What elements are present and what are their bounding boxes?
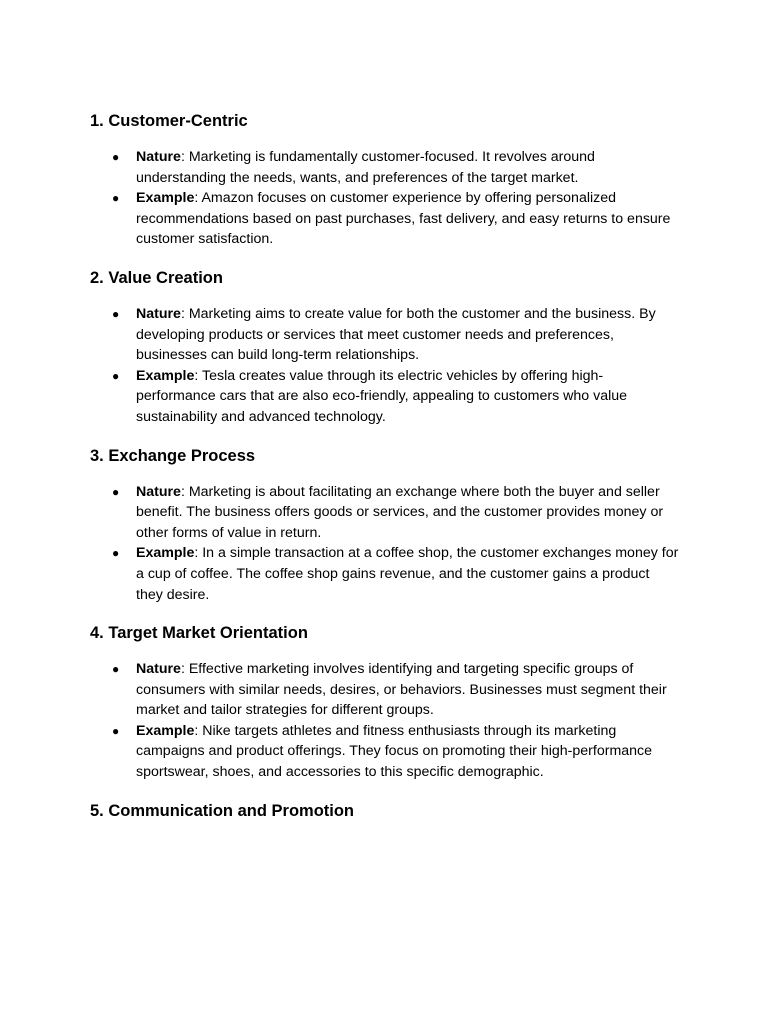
section-heading: 4. Target Market Orientation <box>90 624 308 643</box>
section-heading: 2. Value Creation <box>90 268 223 287</box>
item-text: : Marketing is fundamentally customer-focused. It revolves around understanding the needs, wants, and preferences of the target market. <box>136 149 595 186</box>
bullet-list <box>90 482 680 606</box>
section-heading: 5. Communication and Promotion <box>90 801 355 820</box>
item-text: : Marketing is about facilitating an exchange where both the buyer and seller benefit. The business offers goods or services, and the customer provides money or other forms of value in return. <box>136 483 664 541</box>
item-term: Nature <box>136 661 181 678</box>
bullet-list <box>90 304 680 428</box>
section-heading: 1. Customer-Centric <box>90 112 248 130</box>
item-term: Nature <box>136 305 181 322</box>
section-value-creation <box>90 267 680 428</box>
bullet-icon: ● <box>112 191 120 206</box>
item-text: : In a simple transaction at a coffee shop, the customer exchanges money for a cup of coffee. The coffee shop gains revenue, and the customer gains a product they desire. <box>136 545 679 603</box>
list-item <box>90 147 680 188</box>
bullet-list <box>90 659 680 783</box>
item-term: Nature <box>136 483 181 500</box>
bullet-icon: ● <box>112 662 120 677</box>
list-item <box>90 543 680 605</box>
list-item <box>90 304 680 366</box>
section-communication-and-promotion <box>90 800 680 822</box>
item-term: Nature <box>136 149 181 165</box>
section-customer-centric <box>90 110 680 250</box>
bullet-icon: ● <box>112 484 120 499</box>
item-term: Example <box>136 190 195 207</box>
list-item <box>90 188 680 250</box>
section-target-market-orientation <box>90 622 680 783</box>
bullet-icon: ● <box>112 150 120 164</box>
item-text: : Nike targets athletes and fitness enthusiasts through its marketing campaigns and product offerings. They focus on promoting their high-performance sportswear, shoes, and accessories to this specific demographic. <box>136 722 653 781</box>
item-term: Example <box>136 722 195 739</box>
document-content <box>90 110 680 822</box>
bullet-icon: ● <box>112 368 120 383</box>
bullet-icon: ● <box>112 306 120 321</box>
list-item <box>90 721 680 783</box>
section-exchange-process <box>90 445 680 606</box>
list-item <box>90 659 680 721</box>
item-term: Example <box>136 367 195 384</box>
item-text: : Effective marketing involves identifying and targeting specific groups of consumers with similar needs, desires, or behaviors. Businesses must segment their market and tailor strategies for different groups. <box>136 661 667 719</box>
item-text: : Tesla creates value through its electric vehicles by offering high-performance cars that are also eco-friendly, appealing to customers who value sustainability and advanced technology. <box>136 367 628 425</box>
bullet-icon: ● <box>112 723 120 738</box>
bullet-icon: ● <box>112 546 120 561</box>
item-text: : Amazon focuses on customer experience by offering personalized recommendations based on past purchases, fast delivery, and easy returns to ensure customer satisfaction. <box>136 190 671 248</box>
section-heading: 3. Exchange Process <box>90 446 256 465</box>
list-item <box>90 482 680 544</box>
item-text: : Marketing aims to create value for both the customer and the business. By developing products or services that meet customer needs and preferences, businesses can build long-term relationships. <box>136 305 656 364</box>
bullet-list <box>90 147 680 250</box>
list-item <box>90 366 680 428</box>
item-term: Example <box>136 545 195 562</box>
